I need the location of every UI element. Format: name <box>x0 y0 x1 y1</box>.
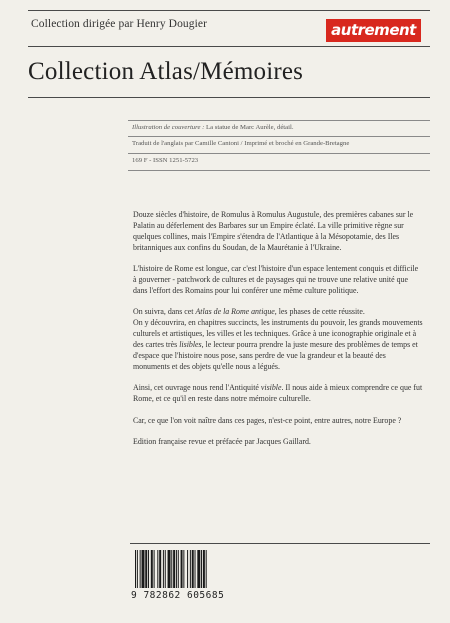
publisher-logo: autrement <box>326 19 421 42</box>
cover-credit <box>132 124 294 131</box>
blurb-paragraph-2: L'histoire de Rome est longue, car c'est l'histoire d'un espace lentement conquis et difficile à gouverner - patchwork de cultures et de paysages qui ne trouve une relative unité que dans l'effort des Romains pour lui conférer une même culture politique. <box>133 264 419 295</box>
blurb-paragraph-6: Car, ce que l'on voit naître dans ces pages, n'est-ce point, entre autres, notre Europe ? <box>133 415 402 425</box>
title-rule <box>28 97 430 98</box>
translation-credit: Traduit de l'anglais par Camille Cantoni / Imprimé et broché en Grande-Bretagne <box>132 140 350 147</box>
blurb-p4-text-b: , le lecteur pourra prendre la juste mesure des problèmes de temps et d'espace que l'histoire nous pose, sans perdre de vue la grandeur et la beauté des monuments et des objets qu'elle nous a légués. <box>133 340 418 371</box>
isbn-barcode <box>131 550 231 602</box>
barcode-rule <box>130 543 430 544</box>
blurb-p5-text-a: Ainsi, cet ouvrage nous rend l'Antiquité <box>133 383 261 393</box>
blurb-paragraph-5 <box>133 383 423 405</box>
blurb-p5-italic: visible <box>260 383 282 393</box>
meta-rule-3 <box>128 153 430 154</box>
meta-rule-4 <box>128 170 430 171</box>
meta-rule-2 <box>128 136 430 137</box>
collection-director: Collection dirigée par Henry Dougier <box>31 18 208 30</box>
blurb-paragraph-3 <box>133 307 423 318</box>
isbn-number: 9 782862 605685 <box>131 590 225 601</box>
top-rule <box>28 10 430 11</box>
blurb-p5-text-b: . Il nous aide à mieux comprendre ce que fut Rome, et ce qu'il en reste dans notre mémoire culturelle. <box>133 383 423 404</box>
header-rule <box>28 46 430 47</box>
blurb-paragraph-4 <box>133 318 423 373</box>
atlas-title: Atlas de la Rome antique <box>195 307 275 317</box>
blurb-p3-text-a: On suivra, dans cet <box>133 307 196 317</box>
collection-title: Collection Atlas/Mémoires <box>28 58 304 85</box>
blurb-paragraph-1: Douze siècles d'histoire, de Romulus à Romulus Augustule, des premières cabanes sur le Palatin au déferlement des Barbares sur un Empire éclaté. La ville primitive règne sur quelques collines, mais l'Empire s'étendra de l'Atlantique à la Mésopotamie, des Iles britanniques aux confins du Soudan, de la Maurétanie à l'Ukraine. <box>133 210 414 252</box>
meta-rule-1 <box>128 120 430 121</box>
price-issn: 169 F - ISSN 1251-5723 <box>132 157 199 164</box>
blurb-p3-text-b: , les phases de cette réussite. <box>274 307 365 317</box>
blurb <box>133 210 423 458</box>
blurb-p4-text-a: On y découvrira, en chapitres succincts, les instruments du pouvoir, les grands mouvements culturels et artistiques, les villes et les techniques. Grâce à une iconographie originale et à des cartes très <box>133 318 423 350</box>
barcode-bars <box>131 550 231 590</box>
cover-credit-label: Illustration de couverture : <box>132 124 205 131</box>
cover-credit-value: La statue de Marc Aurèle, détail. <box>206 124 294 131</box>
edition-note: Edition française revue et préfacée par Jacques Gaillard. <box>133 437 311 446</box>
blurb-p4-italic: lisibles <box>179 340 202 350</box>
